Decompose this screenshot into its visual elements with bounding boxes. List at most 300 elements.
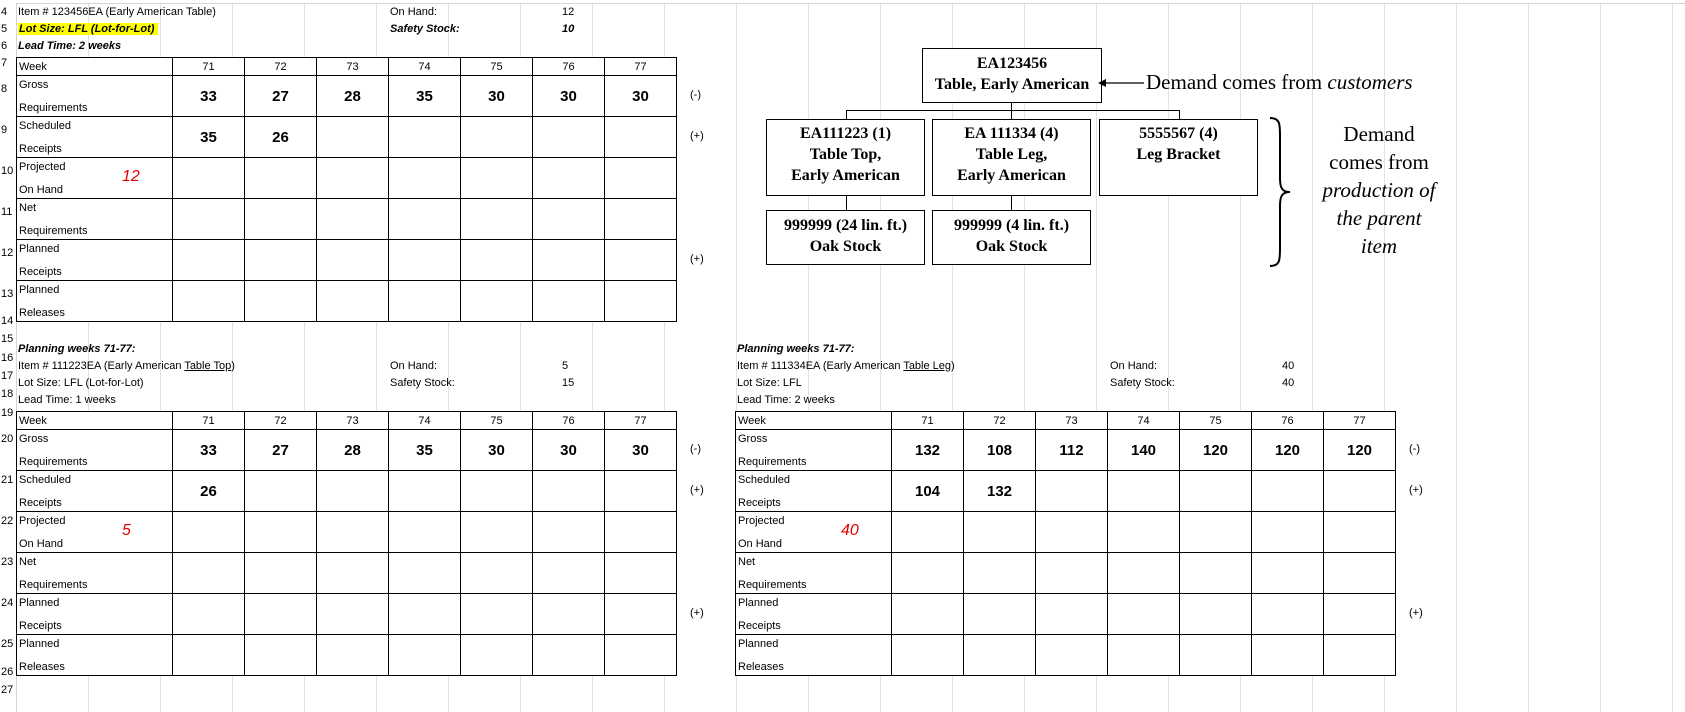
top-lot-size [18, 21, 158, 38]
bom-connector [846, 110, 1180, 111]
mrp-value-cell[interactable]: 120 [1180, 430, 1252, 471]
right-lot-size: Lot Size: LFL [737, 377, 802, 389]
row-label-line2: Releases [19, 661, 65, 673]
row-label-line1: Net [19, 202, 37, 214]
mrp-value-cell[interactable]: 26 [173, 471, 245, 512]
demand2-line1: Demand [1343, 122, 1415, 146]
mrp-value-cell[interactable] [317, 553, 389, 594]
mrp-value-cell[interactable] [533, 281, 605, 322]
mrp-row [736, 471, 1396, 512]
bom-child3-code: 5555567 (4) [1139, 125, 1218, 142]
right-on-hand-label: On Hand: [1110, 360, 1158, 372]
row-number: 11 [0, 204, 16, 221]
demand1-prefix: Demand comes from [1146, 70, 1328, 94]
left-safety-label: Safety Stock: [390, 377, 455, 389]
left-planning-label: Planning weeks 71-77: [18, 343, 136, 355]
row-label-line2: Releases [738, 661, 784, 673]
row-number: 23 [0, 554, 16, 571]
arrow-left-icon [1098, 76, 1146, 90]
mrp-row-label[interactable] [17, 512, 173, 553]
week-header-row [17, 412, 677, 430]
initial-on-hand-value: 5 [122, 522, 131, 539]
week-header-label: Week [17, 412, 173, 430]
mrp-value-cell[interactable] [389, 281, 461, 322]
sign-indicator: (+) [690, 484, 704, 496]
row-label-line2: Receipts [19, 497, 62, 509]
demand2-line5: item [1360, 234, 1398, 258]
mrp-row [17, 430, 677, 471]
mrp-value-cell[interactable]: 30 [605, 430, 677, 471]
row-label-line1: Planned [19, 597, 60, 609]
mrp-value-cell[interactable] [389, 158, 461, 199]
mrp-value-cell[interactable] [317, 512, 389, 553]
row-label-line2: On Hand [19, 538, 64, 550]
row-number: 27 [0, 682, 16, 699]
right-item-suffix: ) [951, 360, 955, 372]
mrp-value-cell[interactable] [461, 240, 533, 281]
mrp-value-cell[interactable] [173, 158, 245, 199]
week-header-cell[interactable]: 72 [245, 412, 317, 430]
mrp-value-cell[interactable] [317, 281, 389, 322]
mrp-value-cell[interactable] [605, 240, 677, 281]
week-header-cell[interactable]: 76 [1252, 412, 1324, 430]
mrp-row [17, 240, 677, 281]
row-label-line1: Projected [19, 161, 66, 173]
mrp-value-cell[interactable] [605, 594, 677, 635]
bom-connector [1011, 196, 1012, 210]
mrp-value-cell[interactable] [1108, 471, 1180, 512]
bom-child3-desc: Leg Bracket [1136, 146, 1221, 163]
mrp-value-cell[interactable] [605, 117, 677, 158]
mrp-value-cell[interactable] [533, 240, 605, 281]
week-header-cell[interactable]: 74 [389, 412, 461, 430]
week-header-cell[interactable]: 76 [533, 58, 605, 76]
mrp-value-cell[interactable] [1252, 553, 1324, 594]
mrp-value-cell[interactable]: 28 [317, 430, 389, 471]
left-item-label [18, 358, 235, 375]
mrp-row [736, 553, 1396, 594]
mrp-value-cell[interactable] [461, 158, 533, 199]
mrp-value-cell[interactable] [461, 635, 533, 676]
bom-child1-desc: Table Top, [809, 146, 882, 163]
mrp-value-cell[interactable] [245, 158, 317, 199]
mrp-value-cell[interactable]: 30 [605, 76, 677, 117]
bom-child2-desc2: Early American [957, 167, 1066, 184]
mrp-value-cell[interactable] [533, 635, 605, 676]
row-number: 24 [0, 595, 16, 612]
mrp-value-cell[interactable] [317, 471, 389, 512]
demand2-line2: comes from [1329, 150, 1429, 174]
mrp-value-cell[interactable] [1180, 635, 1252, 676]
week-header-cell[interactable]: 73 [317, 58, 389, 76]
mrp-row [17, 635, 677, 676]
mrp-row [17, 512, 677, 553]
bom-grandchild-oak-24 [766, 210, 925, 265]
mrp-value-cell[interactable] [389, 635, 461, 676]
row-number: 20 [0, 431, 16, 448]
mrp-value-cell[interactable] [173, 240, 245, 281]
row-label-line2: Requirements [19, 225, 88, 237]
mrp-value-cell[interactable]: 35 [389, 76, 461, 117]
row-number: 10 [0, 163, 16, 180]
mrp-value-cell[interactable] [964, 512, 1036, 553]
mrp-value-cell[interactable] [605, 199, 677, 240]
mrp-value-cell[interactable] [605, 635, 677, 676]
row-number: 9 [0, 122, 16, 139]
top-mrp-table [16, 57, 677, 322]
left-item-suffix: ) [231, 360, 235, 372]
sign-indicator: (+) [690, 607, 704, 619]
mrp-value-cell[interactable]: 35 [389, 430, 461, 471]
mrp-value-cell[interactable] [389, 117, 461, 158]
row-label-line1: Scheduled [19, 474, 71, 486]
row-number: 14 [0, 313, 16, 330]
bom-gc2-code: 999999 (4 lin. ft.) [953, 217, 1070, 234]
bom-child1-code: EA111223 (1) [799, 125, 892, 142]
row-label-line1: Net [738, 556, 756, 568]
mrp-value-cell[interactable]: 27 [245, 430, 317, 471]
mrp-value-cell[interactable] [892, 512, 964, 553]
mrp-value-cell[interactable] [892, 553, 964, 594]
initial-on-hand-value: 12 [122, 168, 140, 185]
row-label-line1: Gross [19, 433, 49, 445]
week-header-cell[interactable]: 71 [173, 58, 245, 76]
mrp-row [17, 117, 677, 158]
mrp-value-cell[interactable] [245, 594, 317, 635]
row-label-line1: Planned [738, 638, 779, 650]
mrp-value-cell[interactable] [533, 512, 605, 553]
mrp-row [736, 594, 1396, 635]
mrp-value-cell[interactable] [605, 471, 677, 512]
bom-child-table-top [766, 119, 925, 196]
mrp-value-cell[interactable]: 30 [461, 430, 533, 471]
left-item-underlined: Table Top [184, 360, 232, 372]
week-header-label: Week [17, 58, 173, 76]
week-header-cell[interactable]: 74 [389, 58, 461, 76]
mrp-value-cell[interactable] [1036, 512, 1108, 553]
sign-indicator: (+) [690, 130, 704, 142]
row-label-line1: Planned [19, 284, 60, 296]
mrp-value-cell[interactable]: 27 [245, 76, 317, 117]
row-number: 18 [0, 386, 16, 403]
week-header-cell[interactable]: 73 [317, 412, 389, 430]
mrp-value-cell[interactable]: 28 [317, 76, 389, 117]
mrp-value-cell[interactable] [1324, 471, 1396, 512]
top-safety-value: 10 [562, 23, 575, 35]
demand2-line3: production of [1322, 178, 1436, 202]
mrp-value-cell[interactable] [1252, 471, 1324, 512]
sign-indicator: (-) [690, 89, 701, 101]
mrp-value-cell[interactable] [389, 512, 461, 553]
mrp-value-cell[interactable]: 33 [173, 76, 245, 117]
mrp-row-label[interactable] [736, 430, 892, 471]
week-header-cell[interactable]: 72 [964, 412, 1036, 430]
mrp-value-cell[interactable] [317, 635, 389, 676]
mrp-value-cell[interactable] [389, 553, 461, 594]
mrp-value-cell[interactable] [245, 281, 317, 322]
week-header-cell[interactable]: 77 [605, 412, 677, 430]
bom-child2-code: EA 111334 (4) [964, 125, 1059, 142]
mrp-value-cell[interactable]: 140 [1108, 430, 1180, 471]
mrp-value-cell[interactable] [461, 553, 533, 594]
mrp-value-cell[interactable] [1108, 553, 1180, 594]
demand1-italic: customers [1327, 70, 1413, 94]
mrp-value-cell[interactable] [1108, 512, 1180, 553]
mrp-value-cell[interactable]: 112 [1036, 430, 1108, 471]
row-number: 17 [0, 368, 16, 385]
top-lot-size-highlight: Lot Size: LFL (Lot-for-Lot) [18, 23, 158, 35]
mrp-value-cell[interactable] [461, 594, 533, 635]
mrp-row-label[interactable] [736, 594, 892, 635]
mrp-value-cell[interactable] [317, 117, 389, 158]
bom-child-leg-bracket [1099, 119, 1258, 196]
mrp-value-cell[interactable] [245, 199, 317, 240]
sign-indicator: (+) [690, 253, 704, 265]
mrp-value-cell[interactable] [533, 158, 605, 199]
mrp-row-label[interactable] [17, 158, 173, 199]
row-label-line2: Requirements [19, 456, 88, 468]
row-label-line2: Receipts [738, 497, 781, 509]
mrp-value-cell[interactable] [389, 240, 461, 281]
mrp-value-cell[interactable]: 30 [533, 76, 605, 117]
mrp-value-cell[interactable] [605, 512, 677, 553]
mrp-value-cell[interactable] [1036, 594, 1108, 635]
mrp-value-cell[interactable] [605, 158, 677, 199]
sign-indicator: (-) [1409, 443, 1420, 455]
mrp-value-cell[interactable] [461, 512, 533, 553]
mrp-value-cell[interactable] [245, 553, 317, 594]
top-safety-label: Safety Stock: [390, 23, 460, 35]
right-safety-label: Safety Stock: [1110, 377, 1175, 389]
mrp-value-cell[interactable] [317, 594, 389, 635]
mrp-value-cell[interactable] [964, 635, 1036, 676]
row-number: 21 [0, 472, 16, 489]
row-label-line2: Requirements [19, 102, 88, 114]
mrp-value-cell[interactable]: 132 [892, 430, 964, 471]
mrp-value-cell[interactable] [892, 594, 964, 635]
mrp-row [17, 76, 677, 117]
mrp-value-cell[interactable] [461, 471, 533, 512]
mrp-value-cell[interactable] [173, 512, 245, 553]
mrp-value-cell[interactable]: 104 [892, 471, 964, 512]
mrp-value-cell[interactable] [461, 199, 533, 240]
mrp-value-cell[interactable] [317, 199, 389, 240]
row-label-line1: Planned [19, 638, 60, 650]
mrp-value-cell[interactable] [317, 240, 389, 281]
week-header-label: Week [736, 412, 892, 430]
mrp-value-cell[interactable] [173, 199, 245, 240]
mrp-value-cell[interactable]: 26 [245, 117, 317, 158]
bom-root-desc: Table, Early American [934, 76, 1090, 93]
mrp-value-cell[interactable] [533, 199, 605, 240]
row-number: 26 [0, 664, 16, 681]
bom-child2-desc: Table Leg, [975, 146, 1048, 163]
left-on-hand-label: On Hand: [390, 360, 438, 372]
mrp-value-cell[interactable] [461, 117, 533, 158]
mrp-value-cell[interactable] [173, 635, 245, 676]
mrp-value-cell[interactable] [533, 594, 605, 635]
week-header-cell[interactable]: 72 [245, 58, 317, 76]
mrp-value-cell[interactable] [173, 553, 245, 594]
mrp-value-cell[interactable] [1180, 594, 1252, 635]
right-mrp-table [735, 411, 1396, 676]
mrp-value-cell[interactable]: 33 [173, 430, 245, 471]
top-item-label: Item # 123456EA (Early American Table) [18, 6, 216, 18]
week-header-cell[interactable]: 74 [1108, 412, 1180, 430]
row-number: 25 [0, 636, 16, 653]
mrp-value-cell[interactable] [533, 117, 605, 158]
mrp-value-cell[interactable]: 30 [533, 430, 605, 471]
mrp-row [17, 158, 677, 199]
mrp-value-cell[interactable] [1036, 553, 1108, 594]
bom-connector [846, 196, 847, 210]
mrp-value-cell[interactable] [245, 240, 317, 281]
mrp-value-cell[interactable] [1036, 635, 1108, 676]
mrp-row-label[interactable] [17, 594, 173, 635]
mrp-row-label[interactable] [17, 471, 173, 512]
week-header-cell[interactable]: 76 [533, 412, 605, 430]
mrp-row-label[interactable] [17, 553, 173, 594]
mrp-value-cell[interactable]: 120 [1324, 430, 1396, 471]
week-header-cell[interactable]: 71 [173, 412, 245, 430]
week-header-cell[interactable]: 77 [1324, 412, 1396, 430]
right-safety-value: 40 [1282, 377, 1295, 389]
mrp-row [736, 430, 1396, 471]
row-label-line1: Net [19, 556, 37, 568]
mrp-value-cell[interactable] [1180, 471, 1252, 512]
mrp-value-cell[interactable] [245, 471, 317, 512]
mrp-value-cell[interactable] [173, 281, 245, 322]
mrp-value-cell[interactable]: 35 [173, 117, 245, 158]
top-on-hand-label: On Hand: [390, 6, 438, 18]
row-label-line1: Planned [19, 243, 60, 255]
row-number: 12 [0, 245, 16, 262]
row-number: 6 [0, 38, 16, 55]
mrp-value-cell[interactable] [1108, 635, 1180, 676]
initial-on-hand-value: 40 [841, 522, 859, 539]
mrp-row [17, 199, 677, 240]
week-header-cell[interactable]: 73 [1036, 412, 1108, 430]
mrp-value-cell[interactable] [173, 594, 245, 635]
top-on-hand-value: 12 [562, 6, 575, 18]
mrp-value-cell[interactable] [1324, 512, 1396, 553]
row-label-line2: Receipts [738, 620, 781, 632]
week-header-cell[interactable]: 75 [461, 412, 533, 430]
grid-top-edge [0, 0, 1685, 4]
mrp-row-label[interactable] [736, 471, 892, 512]
mrp-value-cell[interactable] [245, 635, 317, 676]
mrp-value-cell[interactable] [1180, 512, 1252, 553]
mrp-value-cell[interactable] [964, 594, 1036, 635]
row-label-line1: Projected [738, 515, 785, 527]
left-lot-size: Lot Size: LFL (Lot-for-Lot) [18, 377, 144, 389]
mrp-value-cell[interactable]: 120 [1252, 430, 1324, 471]
mrp-value-cell[interactable] [1180, 553, 1252, 594]
bom-child-table-leg [932, 119, 1091, 196]
week-header-cell[interactable]: 77 [605, 58, 677, 76]
row-label-line2: On Hand [19, 184, 64, 196]
right-item-underlined: Table Leg [903, 360, 952, 372]
week-header-cell[interactable]: 75 [1180, 412, 1252, 430]
right-lead-time: Lead Time: 2 weeks [737, 394, 835, 406]
mrp-value-cell[interactable] [1324, 635, 1396, 676]
bom-gc1-code: 999999 (24 lin. ft.) [783, 217, 908, 234]
mrp-value-cell[interactable]: 132 [964, 471, 1036, 512]
mrp-row-label[interactable] [17, 199, 173, 240]
row-label-line1: Planned [738, 597, 779, 609]
mrp-row-label[interactable] [736, 635, 892, 676]
mrp-row-label[interactable] [17, 117, 173, 158]
mrp-value-cell[interactable] [389, 594, 461, 635]
mrp-value-cell[interactable]: 108 [964, 430, 1036, 471]
row-label-line2: Requirements [738, 579, 807, 591]
mrp-value-cell[interactable] [605, 553, 677, 594]
row-number: 13 [0, 286, 16, 303]
mrp-row-label[interactable] [736, 553, 892, 594]
bom-root-code: EA123456 [976, 55, 1048, 72]
mrp-value-cell[interactable] [533, 553, 605, 594]
row-label-line1: Gross [19, 79, 49, 91]
week-header-row [736, 412, 1396, 430]
mrp-value-cell[interactable] [1036, 471, 1108, 512]
left-item-prefix: Item # 111223EA (Early American [18, 360, 185, 372]
week-header-cell[interactable]: 71 [892, 412, 964, 430]
top-lead-time: Lead Time: 2 weeks [18, 40, 122, 52]
bom-gc2-desc: Oak Stock [975, 238, 1048, 255]
mrp-value-cell[interactable] [389, 471, 461, 512]
mrp-value-cell[interactable] [1108, 594, 1180, 635]
mrp-value-cell[interactable] [389, 199, 461, 240]
mrp-value-cell[interactable] [1252, 512, 1324, 553]
mrp-value-cell[interactable] [964, 553, 1036, 594]
mrp-value-cell[interactable] [1252, 594, 1324, 635]
mrp-row [736, 635, 1396, 676]
mrp-value-cell[interactable] [533, 471, 605, 512]
mrp-value-cell[interactable] [461, 281, 533, 322]
demand-customers-text [1146, 70, 1413, 95]
mrp-value-cell[interactable] [1324, 594, 1396, 635]
mrp-row-label[interactable] [17, 430, 173, 471]
mrp-row-label[interactable] [17, 76, 173, 117]
mrp-row-label[interactable] [736, 512, 892, 553]
mrp-value-cell[interactable] [1324, 553, 1396, 594]
mrp-row-label[interactable] [17, 635, 173, 676]
mrp-value-cell[interactable] [605, 281, 677, 322]
right-on-hand-value: 40 [1282, 360, 1295, 372]
mrp-value-cell[interactable] [245, 512, 317, 553]
row-number: 8 [0, 81, 16, 98]
demand-production-text [1299, 120, 1459, 260]
week-header-cell[interactable]: 75 [461, 58, 533, 76]
row-number: 16 [0, 350, 16, 367]
row-label-line2: Requirements [19, 579, 88, 591]
week-header-row [17, 58, 677, 76]
bom-child1-desc2: Early American [791, 167, 900, 184]
mrp-row-label[interactable] [17, 281, 173, 322]
row-number: 19 [0, 405, 16, 422]
mrp-value-cell[interactable]: 30 [461, 76, 533, 117]
left-lead-time: Lead Time: 1 weeks [18, 394, 116, 406]
right-planning-label: Planning weeks 71-77: [737, 343, 855, 355]
right-item-prefix: Item # 111334EA (Early American [737, 360, 904, 372]
mrp-row-label[interactable] [17, 240, 173, 281]
mrp-value-cell[interactable] [1252, 635, 1324, 676]
curly-brace-icon [1268, 116, 1292, 268]
right-item-label [737, 358, 955, 375]
mrp-value-cell[interactable] [892, 635, 964, 676]
mrp-value-cell[interactable] [317, 158, 389, 199]
row-label-line2: On Hand [738, 538, 783, 550]
